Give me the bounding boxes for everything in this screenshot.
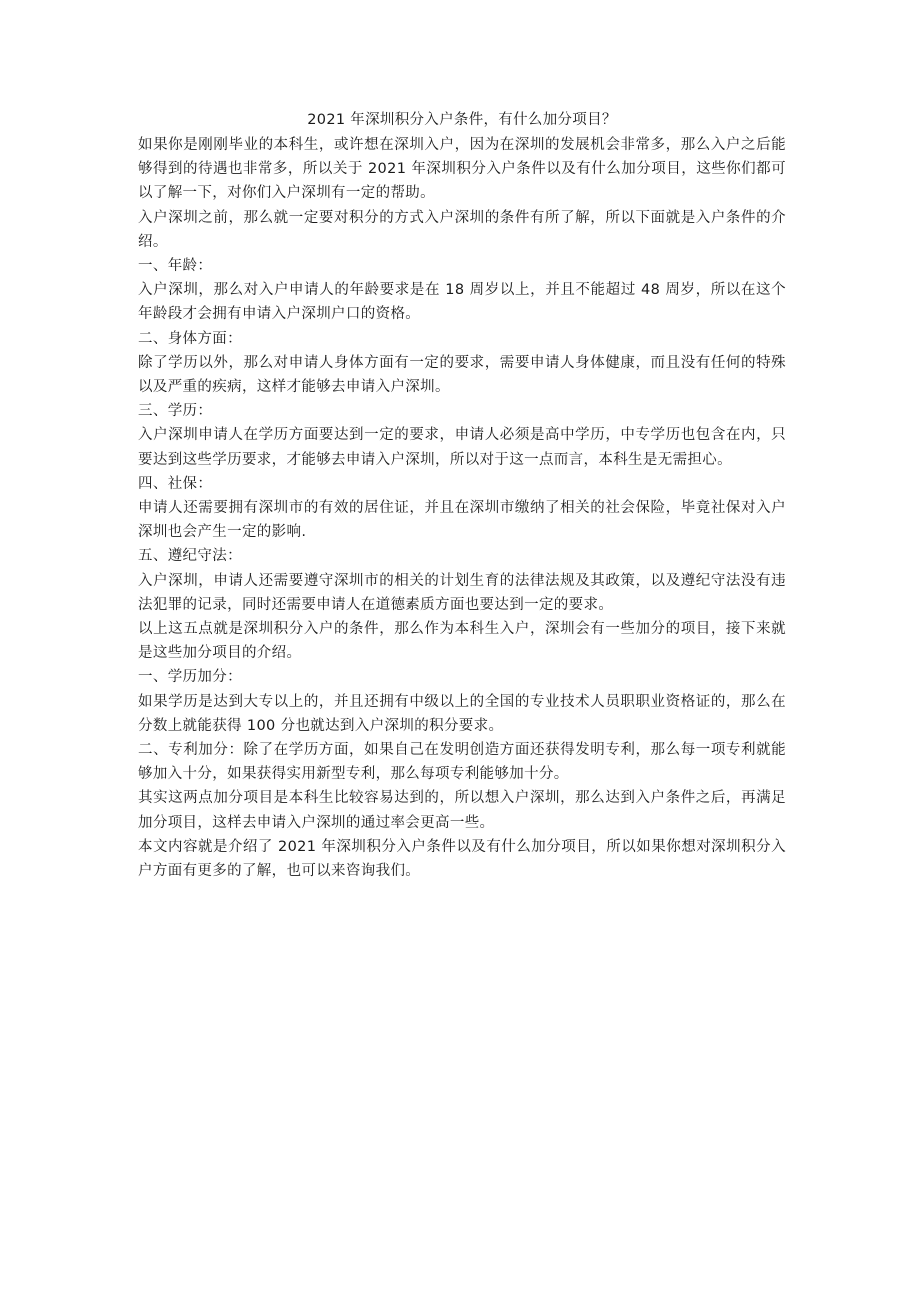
social-insurance-paragraph: 申请人还需要拥有深圳市的有效的居住证，并且在深圳市缴纳了相关的社会保险，毕竟社保对入户深圳也会产生一定的影响. [138,500,786,541]
health-heading: 二、身体方面： [138,330,242,347]
conditions-intro-paragraph: 入户深圳之前，那么就一定要对积分的方式入户深圳的条件有所了解，所以下面就是入户条件的介绍。 [138,209,786,250]
document-title: 2021 年深圳积分入户条件，有什么加分项目？ [307,112,617,128]
intro-paragraph: 如果你是刚刚毕业的本科生，或许想在深圳入户，因为在深圳的发展机会非常多，那么入户之后能够得到的待遇也非常多，所以关于 2021 年深圳积分入户条件以及有什么加分项目，这些你们都可以了解一下，对你们入户深圳有一定的帮助。 [138,137,786,202]
summary-paragraph: 其实这两点加分项目是本科生比较容易达到的，所以想入户深圳，那么达到入户条件之后，再满足加分项目，这样去申请入户深圳的通过率会更高一些。 [138,790,786,831]
education-heading: 三、学历： [138,403,213,420]
bonus-intro-paragraph: 以上这五点就是深圳积分入户的条件，那么作为本科生入户，深圳会有一些加分的项目，接下来就是这些加分项目的介绍。 [138,621,786,662]
education-bonus-heading: 一、学历加分： [138,669,242,686]
education-paragraph: 入户深圳申请人在学历方面要达到一定的要求，申请人必须是高中学历，中专学历也包含在内，只要达到这些学历要求，才能够去申请入户深圳，所以对于这一点而言，本科生是无需担心。 [138,427,786,468]
document-body [138,108,786,883]
patent-bonus-paragraph: 二、专利加分：除了在学历方面，如果自己在发明创造方面还获得发明专利，那么每一项专利就能够加入十分，如果获得实用新型专利，那么每项专利能够加十分。 [138,742,786,783]
law-abiding-paragraph: 入户深圳，申请人还需要遵守深圳市的相关的计划生育的法律法规及其政策，以及遵纪守法没有违法犯罪的记录，同时还需要申请人在道德素质方面也要达到一定的要求。 [138,572,786,613]
age-paragraph: 入户深圳，那么对入户申请人的年龄要求是在 18 周岁以上，并且不能超过 48 周岁，所以在这个年龄段才会拥有申请入户深圳户口的资格。 [138,282,786,323]
social-insurance-heading: 四、社保： [138,475,213,492]
health-paragraph: 除了学历以外，那么对申请人身体方面有一定的要求，需要申请人身体健康，而且没有任何的特殊以及严重的疾病，这样才能够去申请入户深圳。 [138,354,786,396]
closing-paragraph: 本文内容就是介绍了 2021 年深圳积分入户条件以及有什么加分项目，所以如果你想对深圳积分入户方面有更多的了解，也可以来咨询我们。 [138,838,786,880]
law-abiding-heading: 五、遵纪守法： [138,548,242,565]
education-bonus-paragraph: 如果学历是达到大专以上的，并且还拥有中级以上的全国的专业技术人员职职业资格证的，那么在分数上就能获得 100 分也就达到入户深圳的积分要求。 [138,693,786,734]
age-heading: 一、年龄： [138,258,213,275]
